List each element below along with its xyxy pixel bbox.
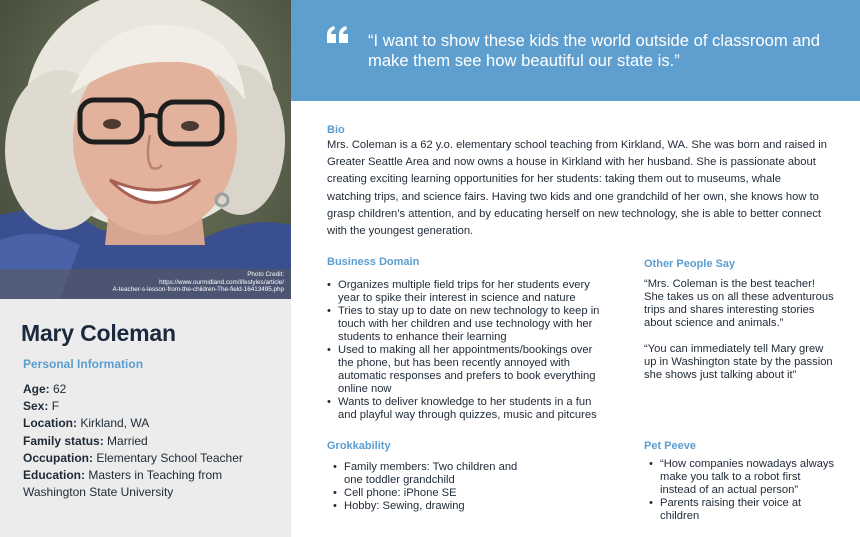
grokkability-title: Grokkability [327,440,391,452]
quote-mark-icon [327,26,349,43]
persona-quote: “I want to show these kids the world outside of classroom and make them see how beautiful our state is.” [368,31,820,70]
pet-peeve-title: Pet Peeve [644,440,696,452]
info-label: Age: [23,382,50,396]
personal-info-age [23,381,283,398]
info-value: 62 [49,382,67,396]
info-value: Married [103,433,148,448]
testimonial-quote: “Mrs. Coleman is the best teacher! She takes us on all these adventurous trips and shares interesting stories about science and animals.” [644,278,834,329]
photo-credit [0,269,291,299]
list-item: • Used to making all her appointments/bookings over the phone, but has been recently annoyed with automatic responses and prefers to book everything online now [327,344,609,396]
info-value: Kirkland, WA [77,416,150,431]
list-item: • Parents raising their voice at children [649,497,839,523]
info-label: Family status: [23,433,104,448]
info-value: Masters in Teaching from Washington State University [23,468,223,500]
info-label: Sex: [23,399,49,414]
business-domain-title: Business Domain [327,256,420,268]
photo-credit-url-line-1: https://www.ourmidland.com/lifestyles/article/ [159,278,284,286]
quote-banner [291,0,860,101]
grokkability-list [333,461,538,513]
info-label: Education: [23,468,85,483]
photo-credit-label: Photo Credit: [247,271,284,278]
other-people-say-quotes [644,278,834,382]
list-item: • Cell phone: iPhone SE [333,487,538,500]
list-item: • Family members: Two children and one toddler grandchild [333,461,538,487]
personal-info-title: Personal Information [23,357,144,371]
persona-name: Mary Coleman [21,320,176,346]
personal-info-sex [23,398,283,415]
testimonial-quote: “You can immediately tell Mary grew up in Washington state by the passion she shows just talking about it” [644,343,833,381]
personal-info-location [23,415,283,432]
list-item: • Hobby: Sewing, drawing [333,500,538,513]
personal-info-occupation [23,450,283,467]
info-label: Location: [23,416,77,431]
list-item: • Wants to deliver knowledge to her students in a fun and playful way through quizzes, music and pitcures [327,396,609,422]
persona-photo [0,0,291,299]
list-item: • Tries to stay up to date on new technology to keep in touch with her children and use technology with her students to enhance their learning [327,305,609,344]
list-item: • Organizes multiple field trips for her students every year to spike their interest in science and nature [327,279,609,305]
persona-portrait-illustration [0,0,291,299]
info-value: F [48,399,60,414]
other-people-say-title: Other People Say [644,258,736,270]
info-value: Elementary School Teacher [93,450,243,465]
persona-sidebar [0,0,291,537]
list-item: • “How companies nowadays always make you talk to a robot first instead of an actual person” [649,458,839,497]
personal-info-education [23,467,283,501]
bio-text: Mrs. Coleman is a 62 y.o. elementary school teaching from Kirkland, WA. She was born and raised in Greater Seattle Area and now owns a house in Kirkland with her husband. She is passionate about creating exciting learning opportunities for her students: taking them out to museums, whale watching trips, and science fairs. Having two kids and one grandchild of her own, she knows how to grasp children’s attention, and by educating herself on new technology, she is able to better connect with the youngest generation. [327,139,827,238]
photo-credit-url-line-2: A-teacher-s-lesson-from-the-children-The-field-16413495.php [112,286,284,294]
info-label: Occupation: [23,450,94,465]
pet-peeve-list [649,458,839,523]
personal-info-family-status [23,433,283,450]
personal-info-list [23,381,283,501]
bio-title: Bio [327,124,345,136]
business-domain-list [327,279,609,422]
